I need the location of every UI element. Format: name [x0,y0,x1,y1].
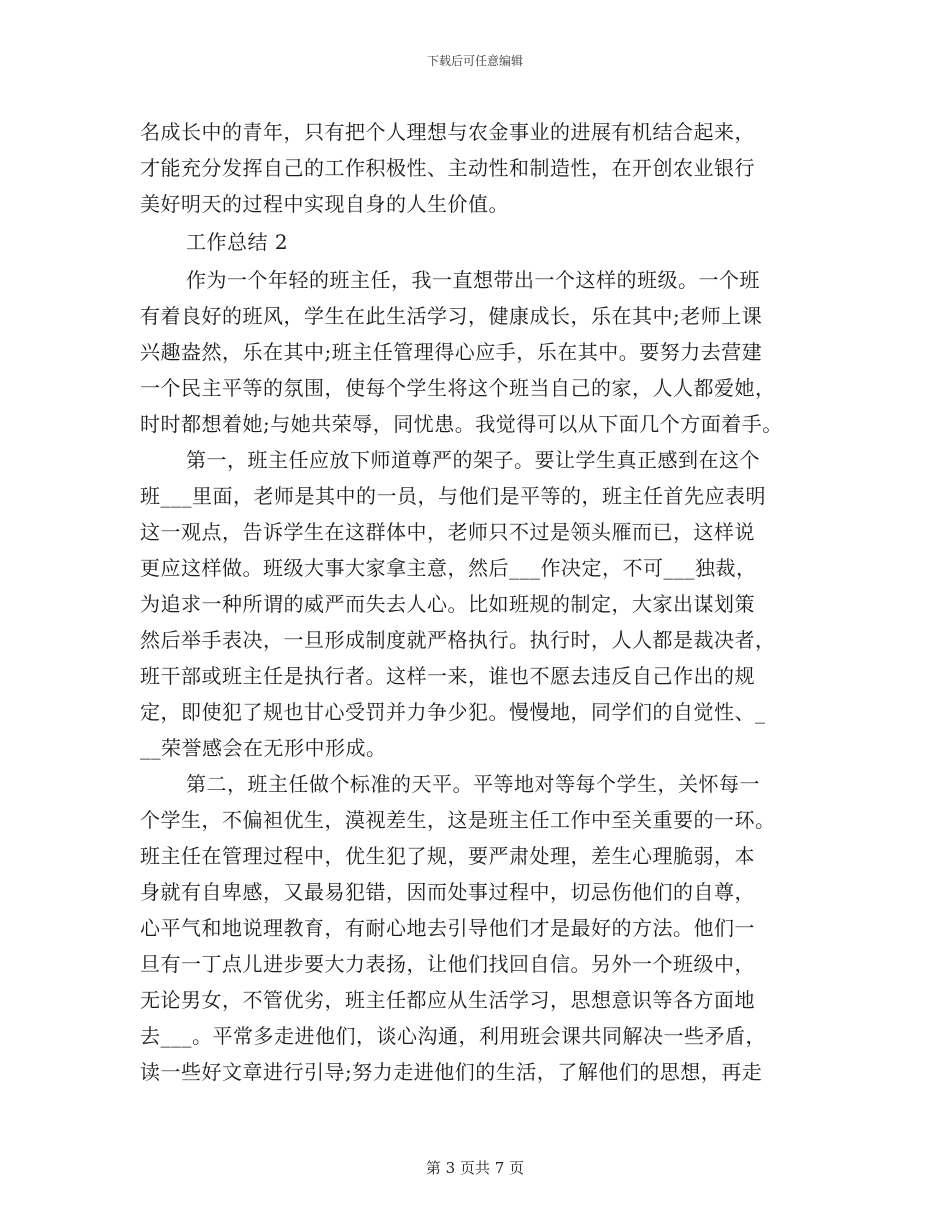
paragraph-line: 第二，班主任做个标准的天平。平等地对等每个学生，关怀每一 [186,772,760,796]
paragraph-line: 为追求一种所谓的威严而失去人心。比如班规的制定，大家出谋划策 [140,592,755,616]
paragraph-line: 时时都想着她;与她共荣辱，同忧患。我觉得可以从下面几个方面着手。 [140,412,783,436]
paragraph-line: 班干部或班主任是执行者。这样一来，谁也不愿去违反自己作出的规 [140,664,755,688]
paragraph-line: 无论男女，不管优劣，班主任都应从生活学习，思想意识等各方面地 [140,988,755,1012]
paragraph-line: 有着良好的班风，学生在此生活学习，健康成长，乐在其中;老师上课 [140,304,763,328]
paragraph-line: 旦有一丁点儿进步要大力表扬，让他们找回自信。另外一个班级中， [140,952,755,976]
paragraph-line: 班___里面，老师是其中的一员，与他们是平等的，班主任首先应表明 [140,484,766,508]
paragraph-line: 第一，班主任应放下师道尊严的架子。要让学生真正感到在这个 [186,448,760,472]
paragraph-line: 班主任在管理过程中，优生犯了规，要严肃处理，差生心理脆弱，本 [140,844,755,868]
page-footer: 第 3 页共 7 页 [425,1159,525,1177]
paragraph-line: 一个民主平等的氛围，使每个学生将这个班当自己的家，人人都爱她， [140,376,776,400]
paragraph-line: 身就有自卑感，又最易犯错，因而处事过程中，切忌伤他们的自尊， [140,880,755,904]
paragraph-line: 读一些好文章进行引导;努力走进他们的生活，了解他们的思想，再走 [140,1060,763,1084]
paragraph-line: 作为一个年轻的班主任，我一直想带出一个这样的班级。一个班 [186,268,760,292]
paragraph-line: 心平气和地说理教育，有耐心地去引导他们才是最好的方法。他们一 [140,916,755,940]
paragraph-line: 更应这样做。班级大事大家拿主意，然后___作决定，不可___独裁， [140,556,757,580]
paragraph-line: 兴趣盎然，乐在其中;班主任管理得心应手，乐在其中。要努力去营建 [140,340,763,364]
paragraph-line: 定，即使犯了规也甘心受罚并力争少犯。慢慢地，同学们的自觉性、_ [140,700,766,724]
paragraph-line: 才能充分发挥自己的工作积极性、主动性和制造性，在开创农业银行 [140,156,755,180]
paragraph-line: 这一观点，告诉学生在这群体中，老师只不过是领头雁而已，这样说 [140,520,755,544]
paragraph-line: 然后举手表决，一旦形成制度就严格执行。执行时，人人都是裁决者， [140,628,776,652]
paragraph-line: 个学生，不偏袒优生，漠视差生，这是班主任工作中至关重要的一环。 [140,808,776,832]
paragraph-line: 名成长中的青年，只有把个人理想与农金事业的进展有机结合起来， [140,120,755,144]
body-text [140,114,830,1090]
paragraph-line: __荣誉感会在无形中形成。 [140,736,387,760]
page-header: 下载后可任意编辑 [426,54,523,68]
paragraph-line: 去___。平常多走进他们，谈心沟通，利用班会课共同解决一些矛盾， [140,1024,766,1048]
paragraph-line: 美好明天的过程中实现自身的人生价值。 [140,192,509,216]
section-heading: 工作总结 2 [186,230,289,254]
